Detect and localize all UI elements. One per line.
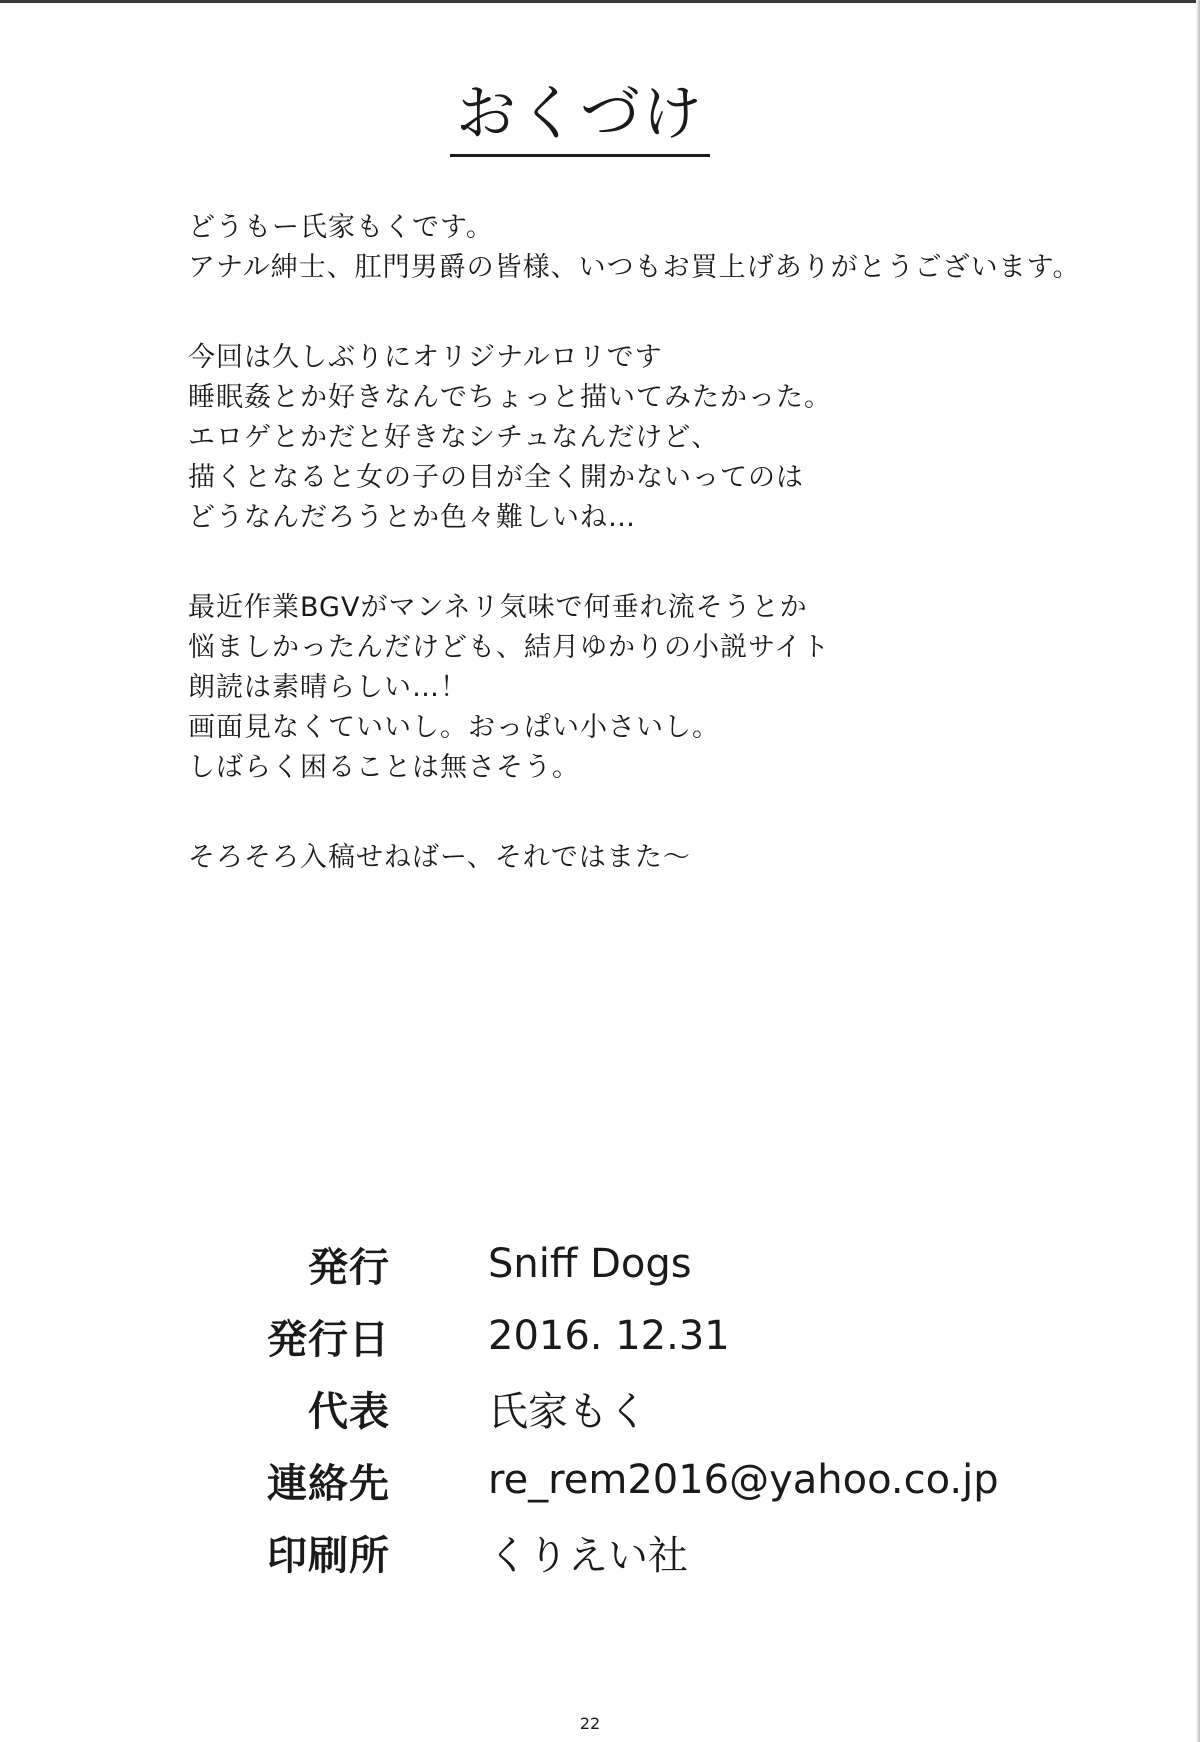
- afterword-paragraph-3: [188, 588, 1108, 788]
- colophon-contact-email: re_rem2016@yahoo.co.jp: [488, 1457, 999, 1503]
- colophon-value: 2016. 12.31: [488, 1313, 730, 1359]
- afterword-line: 悩ましかったんだけども、結月ゆかりの小説サイト: [188, 632, 831, 663]
- afterword-paragraph-4: [188, 838, 1108, 878]
- colophon: [220, 1228, 1000, 1588]
- page-number: 22: [579, 1714, 601, 1733]
- afterword-line: 朗読は素晴らしい…！: [188, 672, 468, 703]
- colophon-value: Sniff Dogs: [488, 1241, 692, 1287]
- afterword-line: 最近作業BGVがマンネリ気味で何垂れ流そうとか: [188, 592, 808, 623]
- afterword-line: そろそろ入稿せねばー、それではまた～: [188, 842, 691, 873]
- colophon-label: 代表: [308, 1388, 390, 1435]
- colophon-label: 連絡先: [267, 1460, 390, 1507]
- colophon-value: 氏家もく: [488, 1388, 648, 1435]
- afterword-line: 今回は久しぶりにオリジナルロリです: [188, 342, 663, 373]
- colophon-row-publish-date: [220, 1300, 1000, 1372]
- afterword-paragraph-2: [188, 338, 1108, 538]
- colophon-row-publisher: [220, 1228, 1000, 1300]
- colophon-label: 発行: [308, 1244, 390, 1291]
- afterword-body: [188, 208, 1108, 928]
- colophon-value: くりえい社: [488, 1532, 688, 1579]
- afterword-line: どうなんだろうとか色々難しいね…: [188, 502, 636, 533]
- scan-edge-right: [1196, 0, 1200, 1742]
- afterword-line: しばらく困ることは無さそう。: [188, 752, 580, 783]
- afterword-line: どうもー氏家もくです。: [188, 212, 494, 243]
- colophon-label: 印刷所: [267, 1532, 390, 1579]
- colophon-row-representative: [220, 1372, 1000, 1444]
- page-title: [0, 78, 1160, 157]
- scan-edge-top: [0, 0, 1200, 3]
- afterword-line: 描くとなると女の子の目が全く開かないってのは: [188, 462, 804, 493]
- afterword-line: 画面見なくていいし。おっぱい小さいし。: [188, 712, 720, 743]
- afterword-line: エロゲとかだと好きなシチュなんだけど、: [188, 422, 720, 453]
- colophon-row-contact: [220, 1444, 1000, 1516]
- afterword-line: アナル紳士、肛門男爵の皆様、いつもお買上げありがとうございます。: [188, 252, 1081, 283]
- afterword-line: 睡眠姦とか好きなんでちょっと描いてみたかった。: [188, 382, 832, 413]
- afterword-paragraph-1: [188, 208, 1108, 288]
- page-title-text: おくづけ: [450, 78, 710, 157]
- colophon-label: 発行日: [267, 1316, 390, 1363]
- colophon-row-printer: [220, 1516, 1000, 1588]
